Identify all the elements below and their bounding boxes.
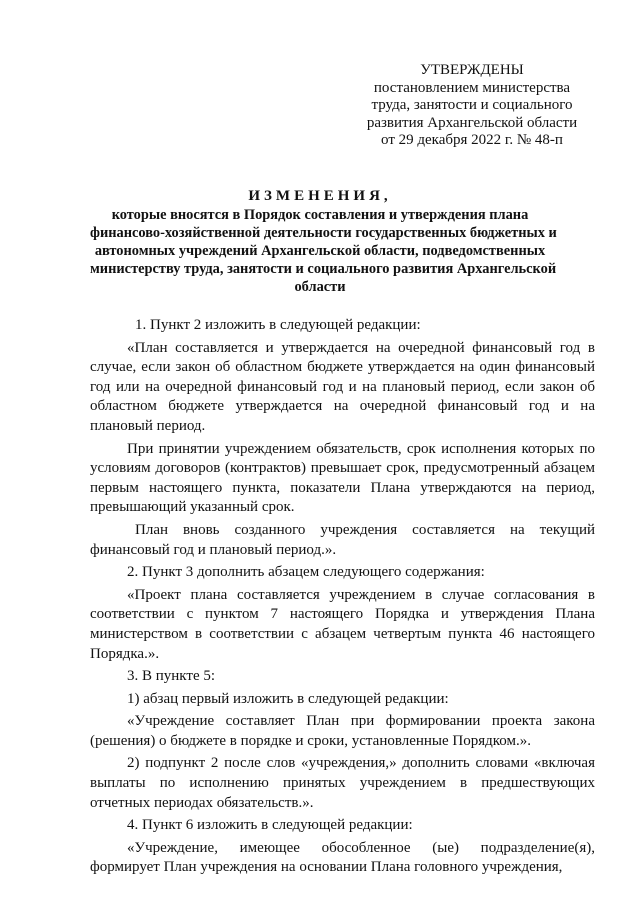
approval-block [352, 62, 592, 150]
heading-subtitle [90, 206, 557, 296]
paragraph: 2) подпункт 2 после слов «учреждения,» дополнить словами «включая выплаты по исполнению принятых учреждением в предшествующих отчетных периодах обязательств.». [90, 755, 595, 811]
heading-subtitle-line: автономных учреждений Архангельской области, подведомственных [94, 243, 546, 259]
paragraph: «Учреждение, имеющее обособленное (ые) подразделение(я), формирует План учреждения на основании Плана головного учреждения, [90, 839, 595, 876]
paragraph: 1. Пункт 2 изложить в следующей редакции: [135, 317, 421, 333]
heading-subtitle-line: которые вносятся в Порядок составления и утверждения плана [111, 207, 529, 223]
heading-title: ИЗМЕНЕНИЯ, [248, 188, 392, 204]
approval-line-ministry: труда, занятости и социального [371, 97, 573, 113]
paragraph: При принятии учреждением обязательств, срок исполнения которых по условиям договоров (контрактов) превышает срок, предусмотренный абзацем первым настоящего пункта, показатели Плана утверждаются на период, превышающий указанный срок. [90, 440, 595, 516]
document-body [90, 316, 595, 881]
paragraph: 2. Пункт 3 дополнить абзацем следующего содержания: [127, 564, 485, 581]
paragraph: «План составляется и утверждается на очередной финансовый год в случае, если закон об областном бюджете утверждается на один финансовый год или на очередной финансовый год и на плановый период, если закон об областном бюджете утверждается на очередной финансовый год и на плановый период. [90, 339, 595, 434]
paragraph: 4. Пункт 6 изложить в следующей редакции: [127, 817, 413, 834]
paragraph: «Учреждение составляет План при формировании проекта закона (решения) о бюджете в порядке и сроки, установленные Порядком.». [90, 713, 595, 749]
approval-line-resolution: постановлением министерства [373, 79, 571, 96]
approval-line-date: от 29 декабря 2022 г. № 48-п [381, 132, 563, 148]
approval-line-approved: УТВЕРЖДЕНЫ [420, 62, 524, 78]
paragraph: План вновь созданного учреждения составляется на текущий финансовый год и плановый период.». [90, 521, 595, 558]
heading-subtitle-line: области [294, 279, 346, 295]
paragraph: 1) абзац первый изложить в следующей редакции: [127, 690, 449, 707]
heading-subtitle-line: финансово-хозяйственной деятельности государственных бюджетных и [90, 225, 557, 241]
document-heading [90, 186, 557, 296]
approval-line-region: развития Архангельской области [366, 114, 578, 131]
paragraph: 3. В пункте 5: [127, 668, 216, 685]
heading-subtitle-line: министерству труда, занятости и социального развития Архангельской [90, 261, 557, 277]
paragraph: «Проект плана составляется учреждением в случае согласования в соответствии с пунктом 7 настоящего Порядка и утверждения Плана министерством в соответствии с абзацем четвертым пункта 46 настоящего Порядка.». [90, 586, 595, 662]
